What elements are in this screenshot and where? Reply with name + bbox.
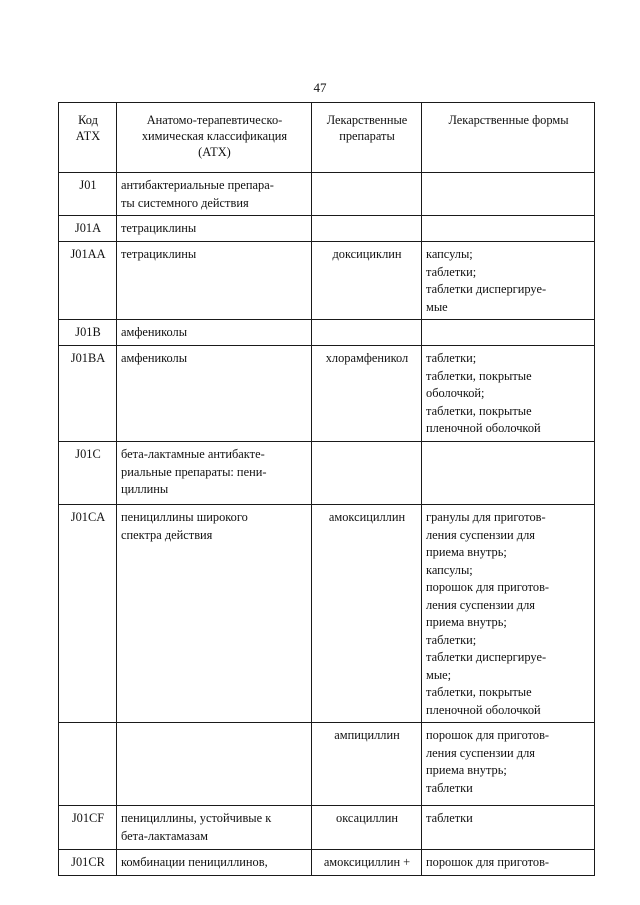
classification-cell xyxy=(117,216,312,242)
table-row xyxy=(59,806,595,850)
dosage-form-line: ления суспензии для xyxy=(426,745,535,760)
header-code xyxy=(59,103,117,173)
header-drugs xyxy=(312,103,422,173)
cell-text-line: циллины xyxy=(121,482,169,496)
dosage-form-line: пленочной оболочкой xyxy=(426,702,541,717)
classification-cell xyxy=(117,850,312,876)
cell-text-line: риальные препараты: пени- xyxy=(121,464,267,479)
dosage-form-line: таблетки, покрытые xyxy=(426,403,532,418)
forms-cell xyxy=(422,320,595,346)
cell-text-line: ты системного действия xyxy=(121,195,249,210)
cell-text-line: пенициллины, устойчивые к xyxy=(121,811,272,825)
table-row xyxy=(59,173,595,216)
dosage-form-line: мые xyxy=(426,299,448,314)
header-text-line: (АТХ) xyxy=(198,145,231,159)
forms-cell xyxy=(422,442,595,505)
classification-cell xyxy=(117,173,312,216)
dosage-form-line: мые; xyxy=(426,667,452,682)
forms-cell xyxy=(422,346,595,442)
atx-code-cell: J01AA xyxy=(59,242,117,320)
table-row xyxy=(59,242,595,320)
cell-text-line: тетрациклины xyxy=(121,221,197,235)
dosage-form-line: таблетки xyxy=(426,811,473,825)
table-row xyxy=(59,346,595,442)
dosage-form-line: порошок для приготов- xyxy=(426,855,550,869)
atx-code-cell xyxy=(59,723,117,806)
cell-text-line: тетрациклины xyxy=(121,247,197,261)
page-number: 47 xyxy=(313,80,327,95)
header-text-line: Лекарственные формы xyxy=(448,113,569,127)
atx-code-cell: J01 xyxy=(59,173,117,216)
cell-text-line: спектра действия xyxy=(121,527,213,542)
dosage-form-line: капсулы; xyxy=(426,562,473,577)
dosage-form-line: таблетки диспергируе- xyxy=(426,282,547,296)
classification-cell xyxy=(117,442,312,505)
header-text-line: Анатомо-терапевтическо- xyxy=(146,113,283,127)
drug-cell: оксациллин xyxy=(312,806,422,850)
forms-cell xyxy=(422,806,595,850)
table-row xyxy=(59,442,595,505)
dosage-form-line: ления суспензии для xyxy=(426,527,535,542)
dosage-form-line: таблетки, покрытые xyxy=(426,685,532,699)
forms-cell xyxy=(422,723,595,806)
dosage-form-line: оболочкой; xyxy=(426,386,485,400)
header-text-line: Лекарственные xyxy=(326,113,408,127)
dosage-form-line: приема внутрь; xyxy=(426,545,507,559)
dosage-form-line: таблетки; xyxy=(426,264,477,279)
cell-text-line: антибактериальные препара- xyxy=(121,178,274,192)
drug-cell: хлорамфеникол xyxy=(312,346,422,442)
forms-cell xyxy=(422,216,595,242)
atx-code-cell: J01CF xyxy=(59,806,117,850)
header-text-line: препараты xyxy=(339,129,395,143)
table-header-row xyxy=(59,103,595,173)
header-classification xyxy=(117,103,312,173)
table-row xyxy=(59,505,595,723)
dosage-form-line: таблетки xyxy=(426,780,473,795)
dosage-form-line: порошок для приготов- xyxy=(426,580,550,594)
drug-cell xyxy=(312,173,422,216)
cell-text-line: бета-лактамазам xyxy=(121,828,208,843)
dosage-form-line: гранулы для приготов- xyxy=(426,510,546,524)
atx-code-cell: J01B xyxy=(59,320,117,346)
drug-cell: ампициллин xyxy=(312,723,422,806)
classification-cell xyxy=(117,320,312,346)
classification-cell xyxy=(117,242,312,320)
cell-text-line: амфениколы xyxy=(121,351,188,365)
dosage-form-line: порошок для приготов- xyxy=(426,728,550,742)
dosage-form-line: таблетки; xyxy=(426,632,477,647)
header-text-line: химическая классификация xyxy=(141,129,288,143)
atx-code-cell: J01BA xyxy=(59,346,117,442)
table-row xyxy=(59,723,595,806)
cell-text-line: амфениколы xyxy=(121,325,188,339)
drug-cell xyxy=(312,216,422,242)
dosage-form-line: ления суспензии для xyxy=(426,597,535,612)
drug-cell: амоксициллин + xyxy=(312,850,422,876)
header-forms xyxy=(422,103,595,173)
atx-code-cell: J01CA xyxy=(59,505,117,723)
forms-cell xyxy=(422,242,595,320)
forms-cell xyxy=(422,173,595,216)
forms-cell xyxy=(422,505,595,723)
table-row xyxy=(59,850,595,876)
drug-cell xyxy=(312,320,422,346)
cell-text-line: бета-лактамные антибакте- xyxy=(121,447,265,461)
dosage-form-line: таблетки; xyxy=(426,351,477,365)
drug-cell: амоксициллин xyxy=(312,505,422,723)
cell-text-line: комбинации пенициллинов, xyxy=(121,855,268,869)
classification-cell xyxy=(117,806,312,850)
dosage-form-line: пленочной оболочкой xyxy=(426,421,541,435)
cell-text-line: пенициллины широкого xyxy=(121,510,248,524)
dosage-form-line: таблетки, покрытые xyxy=(426,368,532,383)
header-text-line: АТХ xyxy=(75,129,101,143)
atx-code-cell: J01CR xyxy=(59,850,117,876)
forms-cell xyxy=(422,850,595,876)
table-row xyxy=(59,216,595,242)
dosage-form-line: таблетки диспергируе- xyxy=(426,650,547,664)
classification-cell xyxy=(117,723,312,806)
atx-code-cell: J01C xyxy=(59,442,117,505)
drug-cell xyxy=(312,442,422,505)
table-row xyxy=(59,320,595,346)
atx-code-cell: J01A xyxy=(59,216,117,242)
dosage-form-line: приема внутрь; xyxy=(426,763,507,777)
classification-cell xyxy=(117,346,312,442)
atx-table xyxy=(58,102,595,876)
dosage-form-line: капсулы; xyxy=(426,247,473,261)
drug-cell: доксициклин xyxy=(312,242,422,320)
dosage-form-line: приема внутрь; xyxy=(426,615,507,629)
header-text-line: Код xyxy=(78,113,98,127)
classification-cell xyxy=(117,505,312,723)
